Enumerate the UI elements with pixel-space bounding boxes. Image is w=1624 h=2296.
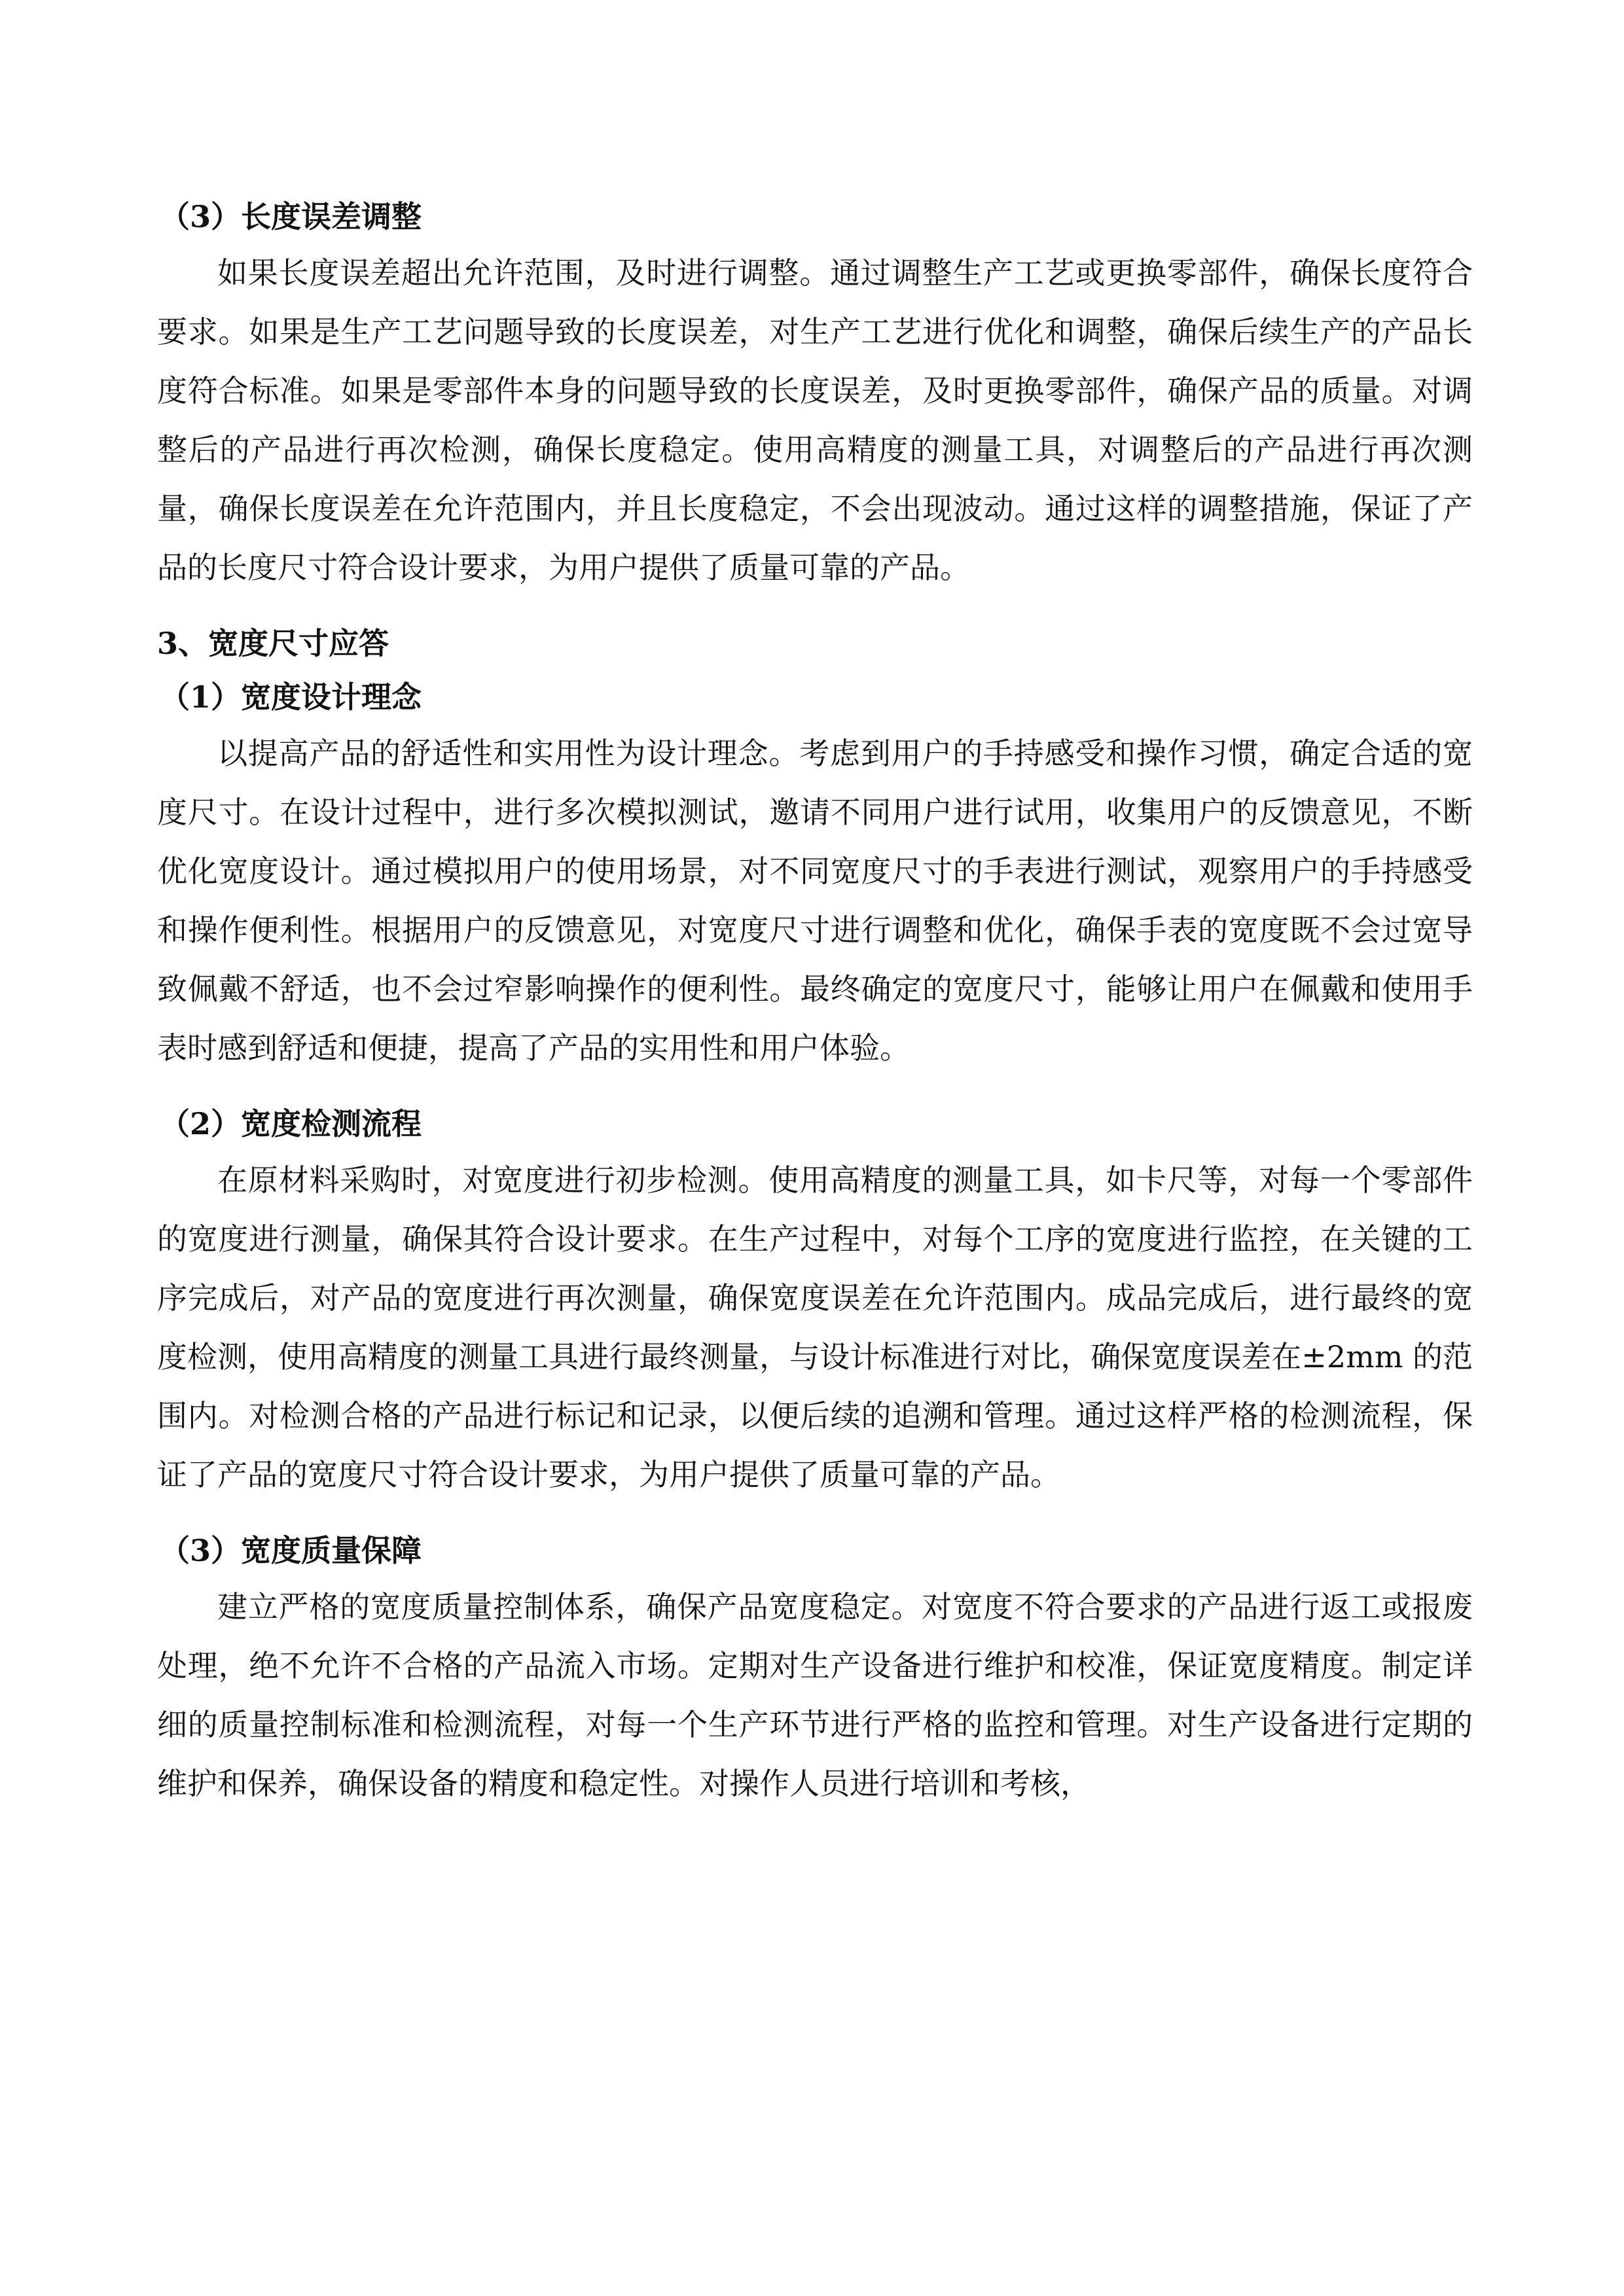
width-inspection-paragraph: 在原材料采购时，对宽度进行初步检测。使用高精度的测量工具，如卡尺等，对每一个零部件的宽度进行测量，确保其符合设计要求。在生产过程中，对每个工序的宽度进行监控，在关键的工序完成后，对产品的宽度进行再次测量，确保宽度误差在允许范围内。成品完成后，进行最终的宽度检测，使用高精度的测量工具进行最终测量，与设计标准进行对比，确保宽度误差在±2mm 的范围内。对检测合格的产品进行标记和记录，以便后续的追溯和管理。通过这样严格的检测流程，保证了产品的宽度尺寸符合设计要求，为用户提供了质量可靠的产品。 (157, 1162, 1473, 1492)
width-inspection-heading: （2）宽度检测流程 (160, 1106, 422, 1141)
section-gap (157, 597, 1473, 617)
width-design-heading: （1）宽度设计理念 (160, 679, 422, 715)
section-gap (157, 1077, 1473, 1097)
document-body (157, 190, 1473, 1813)
width-quality-paragraph: 建立严格的宽度质量控制体系，确保产品宽度稳定。对宽度不符合要求的产品进行返工或报废处理，绝不允许不合格的产品流入市场。定期对生产设备进行维护和校准，保证宽度精度。制定详细的质量控制标准和检测流程，对每一个生产环节进行严格的监控和管理。对生产设备进行定期的维护和保养，确保设备的精度和稳定性。对操作人员进行培训和考核， (157, 1589, 1473, 1801)
width-quality-heading: （3）宽度质量保障 (160, 1533, 422, 1568)
width-design-paragraph: 以提高产品的舒适性和实用性为设计理念。考虑到用户的手持感受和操作习惯，确定合适的宽度尺寸。在设计过程中，进行多次模拟测试，邀请不同用户进行试用，收集用户的反馈意见，不断优化宽度设计。通过模拟用户的使用场景，对不同宽度尺寸的手表进行测试，观察用户的手持感受和操作便利性。根据用户的反馈意见，对宽度尺寸进行调整和优化，确保手表的宽度既不会过宽导致佩戴不舒适，也不会过窄影响操作的便利性。最终确定的宽度尺寸，能够让用户在佩戴和使用手表时感到舒适和便捷，提高了产品的实用性和用户体验。 (157, 736, 1473, 1066)
width-section-heading: 3、宽度尺寸应答 (157, 626, 389, 661)
section-gap (157, 1504, 1473, 1524)
length-adjust-paragraph: 如果长度误差超出允许范围，及时进行调整。通过调整生产工艺或更换零部件，确保长度符合要求。如果是生产工艺问题导致的长度误差，对生产工艺进行优化和调整，确保后续生产的产品长度符合标准。如果是零部件本身的问题导致的长度误差，及时更换零部件，确保产品的质量。对调整后的产品进行再次检测，确保长度稳定。使用高精度的测量工具，对调整后的产品进行再次测量，确保长度误差在允许范围内，并且长度稳定，不会出现波动。通过这样的调整措施，保证了产品的长度尺寸符合设计要求，为用户提供了质量可靠的产品。 (157, 255, 1473, 585)
length-adjust-heading: （3）长度误差调整 (160, 199, 422, 234)
